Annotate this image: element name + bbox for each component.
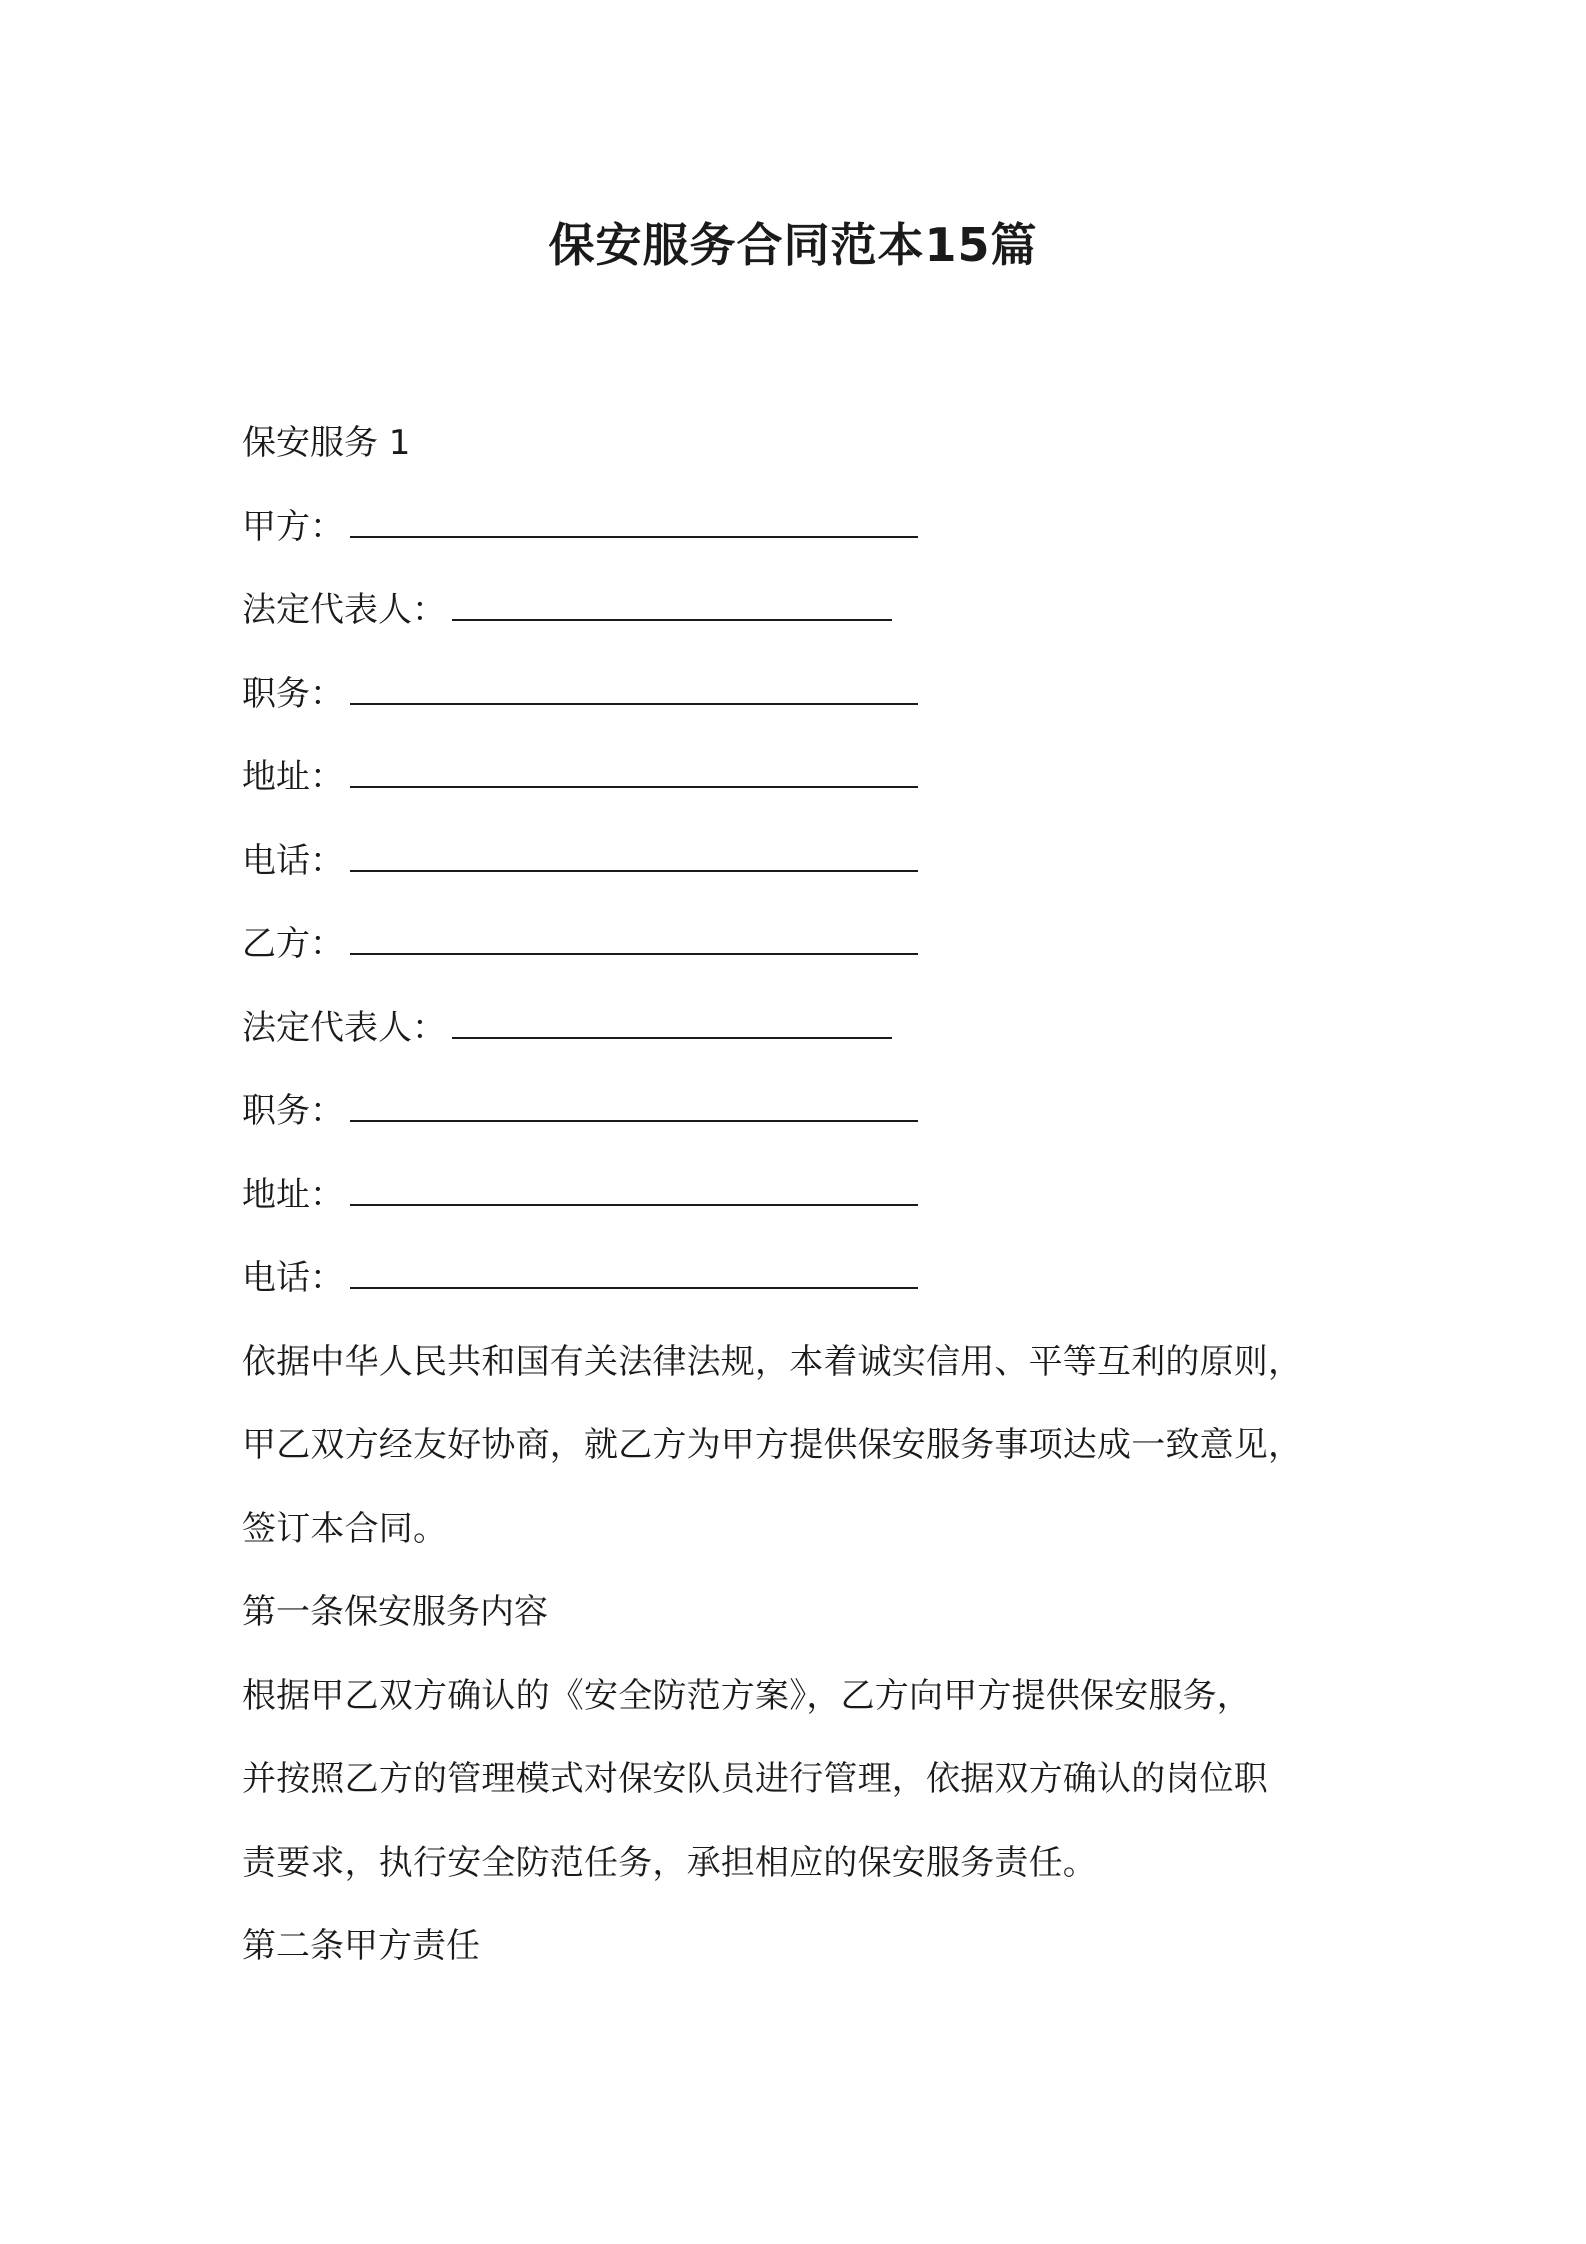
article-1-line-1: 根据甲乙双方确认的《安全防范方案》，乙方向甲方提供保安服务， [242,1675,1251,1716]
intro-line-3: 签订本合同。 [242,1508,448,1549]
party-b-position-blank [350,1092,918,1122]
party-b-rep-field [242,987,1382,1071]
party-a-rep-field [242,569,1382,653]
party-a-phone-label: 电话： [242,840,344,881]
party-a-position-blank [350,675,918,705]
party-a-rep-blank [452,591,892,621]
party-b-address-label: 地址： [242,1174,344,1215]
section-title: 保安服务 1 [242,423,411,463]
party-a-blank [350,508,918,538]
party-a-address-field [242,736,1382,820]
article-1-heading: 第一条保安服务内容 [242,1592,548,1632]
party-a-phone-field [242,820,1382,904]
party-b-address-field [242,1154,1382,1238]
party-b-position-field [242,1070,1382,1154]
party-a-phone-blank [350,842,918,872]
party-b-field [242,903,1382,987]
party-b-rep-blank [452,1009,892,1039]
party-b-blank [350,925,918,955]
party-b-phone-field [242,1237,1382,1321]
party-a-rep-label: 法定代表人： [242,590,446,630]
party-a-address-blank [350,758,918,788]
party-b-position-label: 职务： [242,1091,344,1131]
party-b-phone-blank [350,1259,918,1289]
party-a-address-label: 地址： [242,757,344,797]
party-b-phone-label: 电话： [242,1258,344,1298]
party-b-rep-label: 法定代表人： [242,1007,446,1048]
party-a-field [242,486,1382,570]
party-a-position-field [242,653,1382,737]
article-1-line-2: 并按照乙方的管理模式对保安队员进行管理，依据双方确认的岗位职 [242,1759,1268,1799]
intro-line-2: 甲乙双方经友好协商，就乙方为甲方提供保安服务事项达成一致意见， [242,1425,1303,1465]
document-title: 保安服务合同范本15篇 [548,218,1038,272]
party-a-position-label: 职务： [242,673,344,714]
article-2-heading: 第二条甲方责任 [242,1926,480,1966]
party-a-label: 甲方： [242,506,344,547]
document-body [242,402,1382,1989]
party-b-label: 乙方： [242,924,344,964]
party-b-address-blank [350,1176,918,1206]
article-1-line-3: 责要求，执行安全防范任务，承担相应的保安服务责任。 [242,1842,1097,1883]
intro-line-1: 依据中华人民共和国有关法律法规，本着诚实信用、平等互利的原则， [242,1341,1303,1382]
